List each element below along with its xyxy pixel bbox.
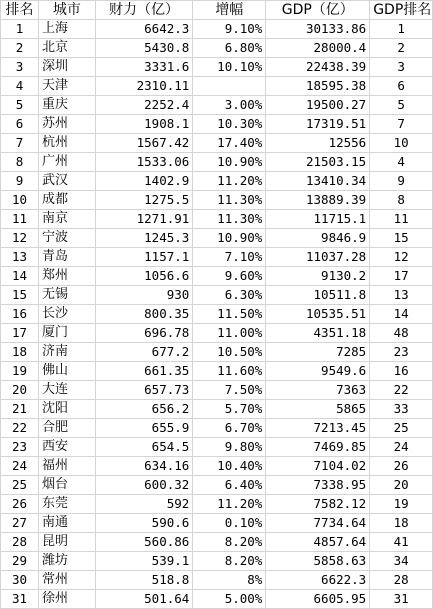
cell-rank: 5 (1, 96, 39, 115)
cell-gdp-rank: 34 (370, 552, 433, 571)
cell-city: 西安 (39, 438, 96, 457)
cell-gdp-rank: 33 (370, 400, 433, 419)
cell-growth: 9.60% (193, 267, 266, 286)
cell-gdp-rank: 2 (370, 39, 433, 58)
cell-gdp: 13889.39 (266, 191, 370, 210)
cell-gdp-rank: 24 (370, 438, 433, 457)
cell-gdp: 7363 (266, 381, 370, 400)
table-row (1, 286, 433, 305)
table-row (1, 552, 433, 571)
cell-rank: 31 (1, 590, 39, 609)
cell-gdp: 21503.15 (266, 153, 370, 172)
cell-gdp-rank: 22 (370, 381, 433, 400)
cell-gdp: 9846.9 (266, 229, 370, 248)
cell-gdp-rank: 13 (370, 286, 433, 305)
cell-finance: 800.35 (95, 305, 193, 324)
cell-rank: 1 (1, 20, 39, 39)
cell-city: 无锡 (39, 286, 96, 305)
cell-gdp-rank: 15 (370, 229, 433, 248)
cell-gdp: 5858.63 (266, 552, 370, 571)
cell-finance: 930 (95, 286, 193, 305)
cell-gdp: 12556 (266, 134, 370, 153)
cell-gdp-rank: 17 (370, 267, 433, 286)
table-row (1, 77, 433, 96)
cell-finance: 677.2 (95, 343, 193, 362)
cell-rank: 17 (1, 324, 39, 343)
table-row (1, 381, 433, 400)
cell-city: 东莞 (39, 495, 96, 514)
cell-gdp-rank: 48 (370, 324, 433, 343)
cell-growth: 0.10% (193, 514, 266, 533)
cell-growth: 9.80% (193, 438, 266, 457)
cell-finance: 696.78 (95, 324, 193, 343)
cell-finance: 1275.5 (95, 191, 193, 210)
cell-city: 合肥 (39, 419, 96, 438)
cell-growth: 6.40% (193, 476, 266, 495)
cell-city: 沈阳 (39, 400, 96, 419)
cell-rank: 16 (1, 305, 39, 324)
cell-growth: 7.50% (193, 381, 266, 400)
cell-rank: 18 (1, 343, 39, 362)
cell-gdp-rank: 4 (370, 153, 433, 172)
cell-gdp-rank: 31 (370, 590, 433, 609)
table-row (1, 267, 433, 286)
cell-gdp: 7338.95 (266, 476, 370, 495)
cell-rank: 21 (1, 400, 39, 419)
cell-growth: 11.60% (193, 362, 266, 381)
cell-finance: 1245.3 (95, 229, 193, 248)
cell-gdp: 22438.39 (266, 58, 370, 77)
cell-rank: 11 (1, 210, 39, 229)
cell-gdp-rank: 20 (370, 476, 433, 495)
cell-gdp-rank: 41 (370, 533, 433, 552)
cell-city: 武汉 (39, 172, 96, 191)
cell-gdp-rank: 19 (370, 495, 433, 514)
cell-rank: 4 (1, 77, 39, 96)
header-rank: 排名 (1, 1, 39, 20)
table-row (1, 438, 433, 457)
cell-rank: 9 (1, 172, 39, 191)
table-row (1, 172, 433, 191)
cell-growth: 8% (193, 571, 266, 590)
cell-city: 福州 (39, 457, 96, 476)
cell-rank: 20 (1, 381, 39, 400)
cell-rank: 14 (1, 267, 39, 286)
table-row (1, 324, 433, 343)
cell-gdp: 30133.86 (266, 20, 370, 39)
cell-rank: 6 (1, 115, 39, 134)
cell-gdp-rank: 23 (370, 343, 433, 362)
cell-gdp-rank: 12 (370, 248, 433, 267)
cell-city: 苏州 (39, 115, 96, 134)
cell-finance: 1056.6 (95, 267, 193, 286)
cell-gdp: 6605.95 (266, 590, 370, 609)
cell-city: 长沙 (39, 305, 96, 324)
cell-city: 宁波 (39, 229, 96, 248)
cell-finance: 518.8 (95, 571, 193, 590)
cell-gdp: 11715.1 (266, 210, 370, 229)
cell-finance: 501.64 (95, 590, 193, 609)
cell-growth: 6.80% (193, 39, 266, 58)
cell-growth: 17.40% (193, 134, 266, 153)
cell-gdp: 10511.8 (266, 286, 370, 305)
cell-gdp-rank: 16 (370, 362, 433, 381)
cell-gdp-rank: 7 (370, 115, 433, 134)
cell-gdp-rank: 14 (370, 305, 433, 324)
cell-growth: 8.20% (193, 533, 266, 552)
cell-city: 南通 (39, 514, 96, 533)
table-row (1, 457, 433, 476)
cell-growth: 7.10% (193, 248, 266, 267)
cell-growth: 6.30% (193, 286, 266, 305)
cell-rank: 23 (1, 438, 39, 457)
table-row (1, 419, 433, 438)
table-row (1, 495, 433, 514)
cell-rank: 12 (1, 229, 39, 248)
cell-gdp-rank: 18 (370, 514, 433, 533)
table-body (1, 20, 433, 609)
table-row (1, 191, 433, 210)
cell-city: 潍坊 (39, 552, 96, 571)
cell-finance: 654.5 (95, 438, 193, 457)
cell-growth: 11.20% (193, 172, 266, 191)
table-row (1, 305, 433, 324)
cell-city: 重庆 (39, 96, 96, 115)
cell-gdp-rank: 25 (370, 419, 433, 438)
cell-growth: 10.90% (193, 153, 266, 172)
cell-finance: 657.73 (95, 381, 193, 400)
cell-gdp: 18595.38 (266, 77, 370, 96)
table-row (1, 210, 433, 229)
cell-growth: 6.70% (193, 419, 266, 438)
cell-gdp: 4857.64 (266, 533, 370, 552)
table-row (1, 39, 433, 58)
header-growth: 增幅 (193, 1, 266, 20)
cell-city: 济南 (39, 343, 96, 362)
cell-growth: 9.10% (193, 20, 266, 39)
cell-rank: 26 (1, 495, 39, 514)
cell-gdp: 10535.51 (266, 305, 370, 324)
cell-rank: 3 (1, 58, 39, 77)
cell-rank: 8 (1, 153, 39, 172)
cell-finance: 2310.11 (95, 77, 193, 96)
header-finance: 财力（亿） (95, 1, 193, 20)
table-row (1, 533, 433, 552)
header-gdp-rank: GDP排名 (370, 1, 433, 20)
cell-gdp: 7213.45 (266, 419, 370, 438)
cell-gdp-rank: 1 (370, 20, 433, 39)
cell-gdp: 7469.85 (266, 438, 370, 457)
cell-city: 厦门 (39, 324, 96, 343)
cell-growth: 11.00% (193, 324, 266, 343)
cell-city: 广州 (39, 153, 96, 172)
cell-growth: 10.90% (193, 229, 266, 248)
cell-gdp: 9549.6 (266, 362, 370, 381)
cell-rank: 19 (1, 362, 39, 381)
cell-finance: 1908.1 (95, 115, 193, 134)
cell-finance: 634.16 (95, 457, 193, 476)
cell-rank: 22 (1, 419, 39, 438)
cell-city: 常州 (39, 571, 96, 590)
cell-gdp: 7104.02 (266, 457, 370, 476)
table-row (1, 115, 433, 134)
cell-city: 烟台 (39, 476, 96, 495)
cell-finance: 656.2 (95, 400, 193, 419)
cell-finance: 1533.06 (95, 153, 193, 172)
table-row (1, 476, 433, 495)
cell-gdp: 7582.12 (266, 495, 370, 514)
cell-city: 上海 (39, 20, 96, 39)
cell-rank: 27 (1, 514, 39, 533)
cell-city: 成都 (39, 191, 96, 210)
cell-finance: 590.6 (95, 514, 193, 533)
cell-gdp: 4351.18 (266, 324, 370, 343)
table-row (1, 400, 433, 419)
cell-city: 大连 (39, 381, 96, 400)
cell-city: 深圳 (39, 58, 96, 77)
table-row (1, 134, 433, 153)
cell-gdp-rank: 5 (370, 96, 433, 115)
cell-finance: 1402.9 (95, 172, 193, 191)
cell-gdp-rank: 26 (370, 457, 433, 476)
cell-city: 北京 (39, 39, 96, 58)
cell-gdp-rank: 10 (370, 134, 433, 153)
cell-rank: 29 (1, 552, 39, 571)
cell-gdp-rank: 11 (370, 210, 433, 229)
cell-growth: 11.20% (193, 495, 266, 514)
cell-finance: 661.35 (95, 362, 193, 381)
cell-finance: 2252.4 (95, 96, 193, 115)
cell-rank: 7 (1, 134, 39, 153)
cell-city: 徐州 (39, 590, 96, 609)
cell-gdp: 11037.28 (266, 248, 370, 267)
cell-rank: 2 (1, 39, 39, 58)
cell-city: 昆明 (39, 533, 96, 552)
cell-growth: 5.00% (193, 590, 266, 609)
table-row (1, 571, 433, 590)
cell-finance: 1157.1 (95, 248, 193, 267)
cell-gdp-rank: 8 (370, 191, 433, 210)
cell-rank: 28 (1, 533, 39, 552)
cell-gdp: 5865 (266, 400, 370, 419)
cell-city: 天津 (39, 77, 96, 96)
cell-gdp: 7285 (266, 343, 370, 362)
cell-city: 南京 (39, 210, 96, 229)
cell-city: 佛山 (39, 362, 96, 381)
table-row (1, 343, 433, 362)
table-row (1, 590, 433, 609)
cell-gdp: 7734.64 (266, 514, 370, 533)
cell-gdp: 17319.51 (266, 115, 370, 134)
cell-city: 青岛 (39, 248, 96, 267)
cell-growth: 10.10% (193, 58, 266, 77)
table-row (1, 20, 433, 39)
table-row (1, 362, 433, 381)
table-row (1, 514, 433, 533)
cell-gdp-rank: 6 (370, 77, 433, 96)
cell-gdp-rank: 28 (370, 571, 433, 590)
cell-gdp: 19500.27 (266, 96, 370, 115)
cell-growth: 3.00% (193, 96, 266, 115)
cell-gdp: 28000.4 (266, 39, 370, 58)
header-row (1, 1, 433, 20)
cell-gdp-rank: 9 (370, 172, 433, 191)
cell-rank: 30 (1, 571, 39, 590)
cell-growth: 11.50% (193, 305, 266, 324)
table-row (1, 96, 433, 115)
cell-finance: 1567.42 (95, 134, 193, 153)
cell-finance: 655.9 (95, 419, 193, 438)
cell-finance: 592 (95, 495, 193, 514)
cell-gdp: 9130.2 (266, 267, 370, 286)
cell-growth (193, 77, 266, 96)
cell-city: 郑州 (39, 267, 96, 286)
cell-gdp-rank: 3 (370, 58, 433, 77)
cell-finance: 1271.91 (95, 210, 193, 229)
cell-growth: 8.20% (193, 552, 266, 571)
cell-finance: 3331.6 (95, 58, 193, 77)
cell-rank: 25 (1, 476, 39, 495)
cell-finance: 560.86 (95, 533, 193, 552)
header-gdp: GDP（亿） (266, 1, 370, 20)
cell-rank: 13 (1, 248, 39, 267)
cell-growth: 11.30% (193, 210, 266, 229)
cell-growth: 11.30% (193, 191, 266, 210)
table-row (1, 153, 433, 172)
cell-gdp: 6622.3 (266, 571, 370, 590)
cell-finance: 5430.8 (95, 39, 193, 58)
cell-finance: 6642.3 (95, 20, 193, 39)
cell-rank: 10 (1, 191, 39, 210)
header-city: 城市 (39, 1, 96, 20)
cell-gdp: 13410.34 (266, 172, 370, 191)
cell-rank: 24 (1, 457, 39, 476)
cell-finance: 539.1 (95, 552, 193, 571)
table-row (1, 229, 433, 248)
cell-growth: 10.50% (193, 343, 266, 362)
cell-growth: 10.30% (193, 115, 266, 134)
cell-finance: 600.32 (95, 476, 193, 495)
cell-growth: 10.40% (193, 457, 266, 476)
cell-growth: 5.70% (193, 400, 266, 419)
cell-rank: 15 (1, 286, 39, 305)
table-row (1, 58, 433, 77)
cell-city: 杭州 (39, 134, 96, 153)
table-row (1, 248, 433, 267)
